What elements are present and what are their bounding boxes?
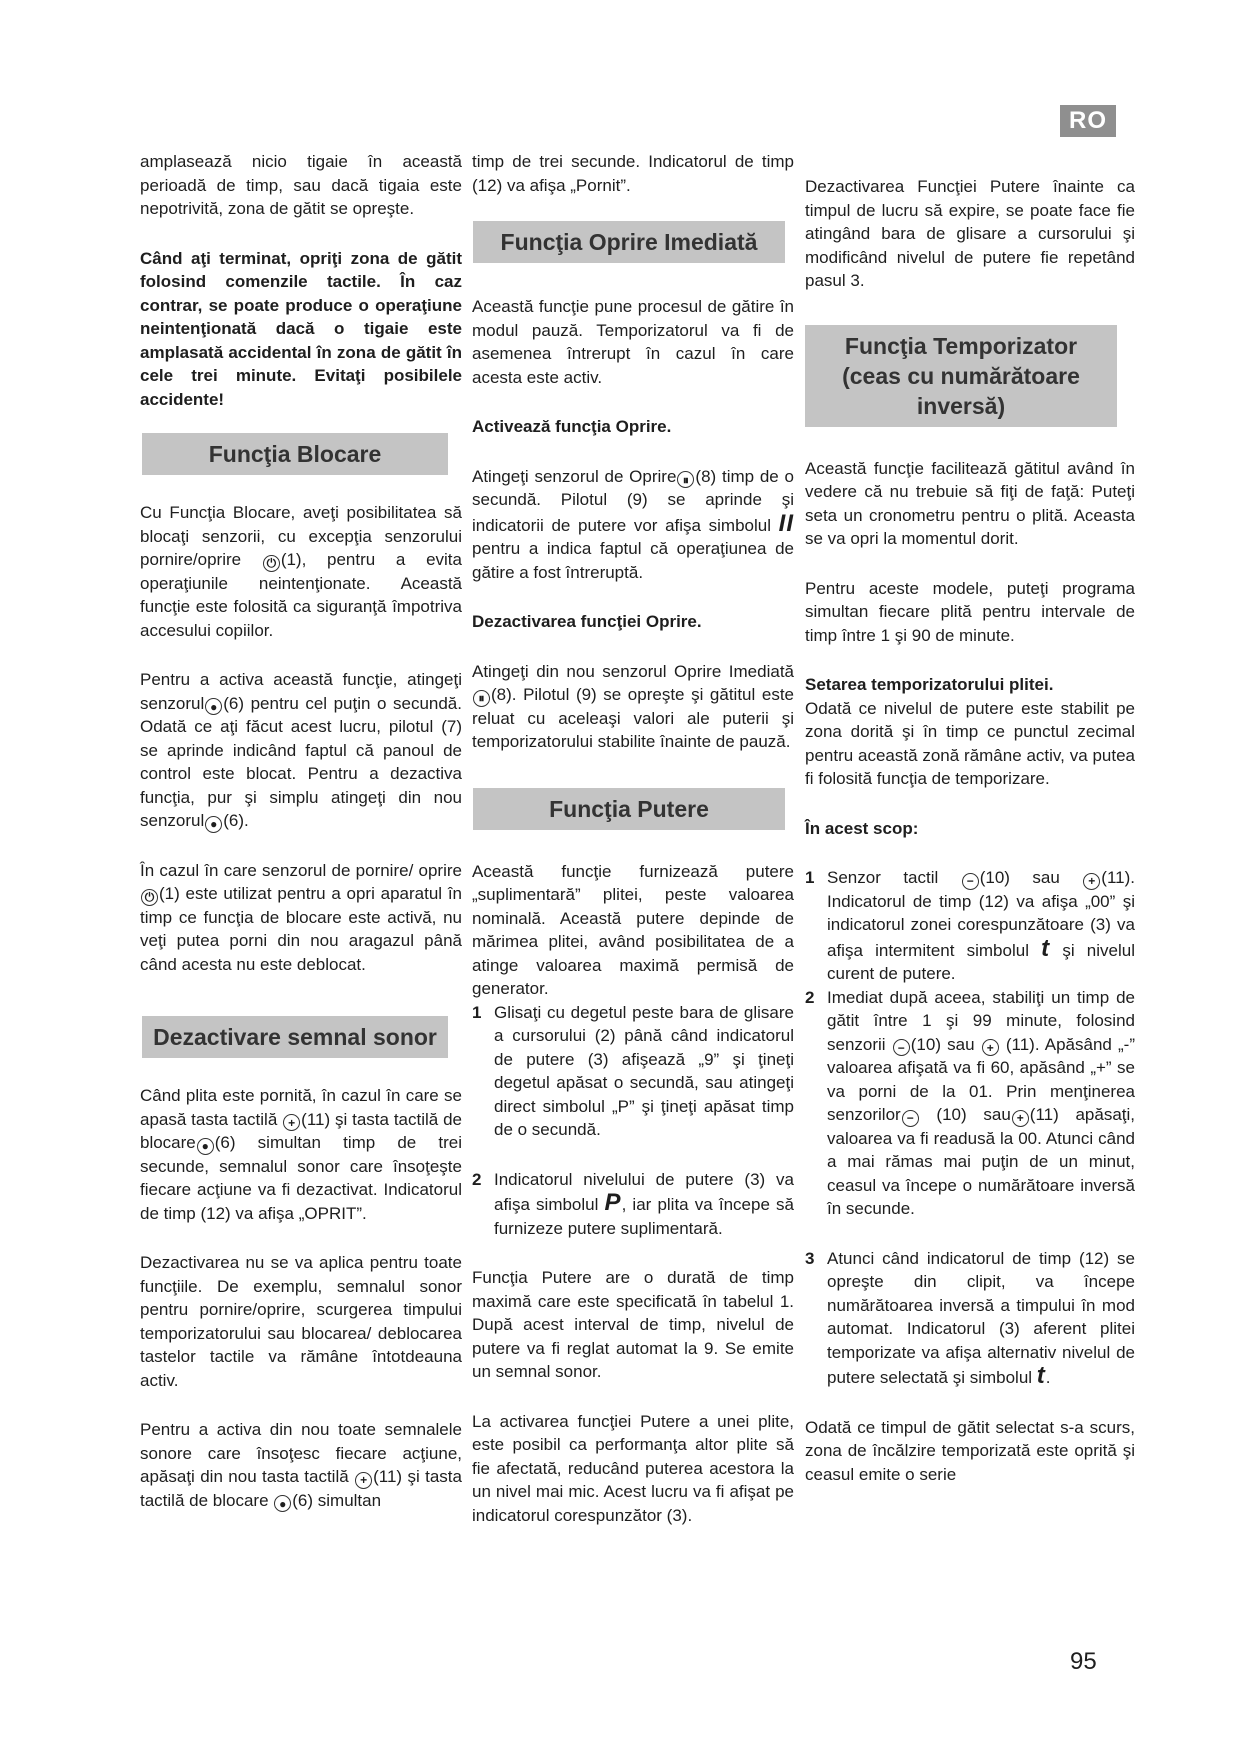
paragraph: timp de trei secunde. Indicatorul de timp (12) va afişa „Pornit”. <box>472 152 794 195</box>
lock-icon: ● <box>197 1138 214 1155</box>
plus-icon: + <box>1012 1110 1029 1127</box>
heading-timer-function: Funcţia Temporizator (ceas cu numărătoare inversă) <box>805 325 1117 427</box>
pause-icon: ⏸ <box>677 471 694 488</box>
paragraph: Atingeţi din nou senzorul Oprire Imediată ⏸ (8). Pilotul (9) se opreşte şi gătitul este reluat cu aceleaşi valori ale puterii şi temporizatorului stabilite înainte de pauză. <box>472 661 794 751</box>
paragraph: Odată ce timpul de gătit selectat s-a scurs, zona de încălzire temporizată este oprită şi ceasul emite o serie <box>805 1417 1135 1484</box>
minus-icon: − <box>902 1110 919 1127</box>
list-item: 1 Senzor tactil − (10) sau + (11). Indicatorul de timp (12) va afişa „00” şi indicatorul zonei corespunzătoare (3) va afişa intermitent simbolul t şi nivelul curent de putere. <box>805 868 1136 983</box>
lock-icon: ● <box>274 1495 291 1512</box>
plus-icon: + <box>283 1114 300 1131</box>
minus-icon: − <box>893 1039 910 1056</box>
paragraph: Pentru aceste modele, puteţi programa simultan fiecare plită pentru intervale de timp între 1 şi 90 de minute. <box>805 578 1135 645</box>
minus-icon: − <box>962 873 979 890</box>
paragraph: Atingeţi senzorul de Oprire ⏸ (8) timp de o secundă. Pilotul (9) se aprinde şi indicatorii de putere vor afişa simbolul II pentru a indica faptul că operaţiunea de gătire a fost întreruptă. <box>472 466 794 582</box>
t-display-symbol: t <box>1036 1362 1046 1389</box>
paragraph: Dezactivarea nu se va aplica pentru toate funcţiile. De exemplu, semnalul sonor pentru pornire/oprire, scurgerea timpului temporizatorului sau blocarea/ deblocarea tastelor tactile va rămâne întotdeauna activ. <box>140 1253 462 1390</box>
paragraph: Această funcţie pune procesul de gătire în modul pauză. Temporizatorul va fi de asemenea întrerupt în cazul în care acesta este activ. <box>472 297 794 387</box>
subheading: Activează funcţia Oprire. <box>472 417 672 436</box>
paragraph: Pentru a activa din nou toate semnalele sonore care însoţesc fiecare acţiune, apăsaţi din nou tasta tactilă + (11) şi tasta tactilă de blocare ● (6) simultan <box>140 1420 462 1511</box>
lock-icon: ● <box>205 698 222 715</box>
paragraph: Această funcţie facilitează gătitul având în vedere că nu trebuie să fiţi de faţă: Puteţi seta un cronometru pentru o plită. Aceasta se va opri la momentul dorit. <box>805 458 1135 548</box>
pause-display-symbol: II <box>778 509 794 537</box>
list-item: 2 Indicatorul nivelului de putere (3) va afişa simbolul P, iar plita va începe să furnizeze putere suplimentară. <box>472 1169 794 1238</box>
heading-immediate-stop: Funcţia Oprire Imediată <box>473 221 785 263</box>
subheading: Setarea temporizatorului plitei. <box>805 675 1054 694</box>
subheading: Dezactivarea funcţiei Oprire. <box>472 612 702 631</box>
paragraph: amplasează nicio tigaie în această perioadă de timp, sau dacă tigaia este nepotrivită, zona de gătit se opreşte. <box>140 152 462 218</box>
list-item: 3 Atunci când indicatorul de timp (12) se opreşte din clipit, va începe numărătoarea inversă a timpului în mod automat. Indicatorul (3) aferent plitei temporizate va afişa alternativ nivelul de putere selectată şi simbolul t. <box>805 1248 1135 1389</box>
paragraph: În cazul în care senzorul de pornire/ oprire ⏻ (1) este utilizat pentru a opri aparatul în timp ce funcţia de blocare este activă, nu veţi putea porni din nou aragazul până când acesta nu este deblocat. <box>140 860 462 974</box>
column-2 <box>472 150 794 1527</box>
subheading: În acest scop: <box>805 818 919 838</box>
pause-icon: ⏸ <box>473 690 490 707</box>
column-1 <box>140 150 462 1512</box>
language-badge: RO <box>1060 105 1116 137</box>
power-icon: ⏻ <box>263 555 280 572</box>
p-display-symbol: P <box>604 1189 622 1216</box>
paragraph: Cu Funcţia Blocare, aveţi posibilitatea să blocaţi senzorii, cu excepţia senzorului pornire/oprire ⏻ (1), pentru a evita operaţiunile neintenţionate. Această funcţie este folosită ca siguranţă împotriva accesului copiilor. <box>140 503 462 640</box>
paragraph: La activarea funcţiei Putere a unei plite, este posibil ca performanţa altor plite să fie afectată, reducând puterea acestora la un nivel mai mic. Acest lucru va fi afişat pe indicatorul corespunzător (3). <box>472 1411 794 1525</box>
paragraph: Această funcţie furnizează putere „suplimentară” plitei, peste valoarea nominală. Această putere depinde de mărimea plitei, având posibilitatea de a atinge valoarea maximă permisă de generator. <box>472 861 794 998</box>
plus-icon: + <box>1083 873 1100 890</box>
column-3 <box>805 175 1135 1486</box>
list-item: 2 Imediat după aceea, stabiliţi un timp de gătit între 1 şi 99 minute, folosind senzorii − (10) sau + (11). Apăsând „-” valoarea afişată va fi 60, apăsând „+” se va porni de la 01. Prin menţinerea senzorilor − (10) sau + (11) apăsaţi, valoarea va fi readusă la 00. Atunci când a mai rămas mai puţin de un minut, ceasul va începe o numărătoare inversă în secunde. <box>805 987 1135 1218</box>
plus-icon: + <box>982 1039 999 1056</box>
warning-text: Când aţi terminat, opriţi zona de gătit folosind comenzile tactile. În caz contrar, se poate produce o operaţiune neintenţionată dacă o tigaie este amplasată accidental în zona de gătit în cele trei minute. Evitaţi posibilele accidente! <box>140 248 462 409</box>
paragraph: Dezactivarea Funcţiei Putere înainte ca timpul de lucru să expire, se poate face fie atingând bara de glisare a cursorului şi modificând nivelul de putere fie repetând pasul 3. <box>805 177 1135 290</box>
plus-icon: + <box>355 1472 372 1489</box>
heading-lock-function: Funcţia Blocare <box>142 433 448 475</box>
list-item: 1 Glisaţi cu degetul peste bara de glisare a cursorului (2) până când indicatorul de putere (3) afişează „9” şi ţineţi degetul apăsat o secundă, sau atingeţi direct simbolul „P” şi ţineţi apăsat timp de o secundă. <box>472 1002 794 1139</box>
page-number: 95 <box>1070 1648 1097 1675</box>
paragraph: Pentru a activa această funcţie, atingeţi senzorul ● (6) pentru cel puţin o secundă. Odată ce aţi făcut acest lucru, pilotul (7) se aprinde indicând faptul că panoul de control este blocat. Pentru a dezactiva funcţia, pur şi simplu atingeţi din nou senzorul ● (6). <box>140 670 462 831</box>
paragraph: Când plita este pornită, în cazul în care se apasă tasta tactilă + (11) şi tasta tactilă de blocare ● (6) simultan timp de trei secunde, semnalul sonor care însoţeşte fiecare acţiune va fi dezactivat. Indicatorul de timp (12) va afişa „OPRIT”. <box>140 1086 462 1223</box>
power-icon: ⏻ <box>141 889 158 906</box>
heading-power-function: Funcţia Putere <box>473 788 785 830</box>
lock-icon: ● <box>205 816 222 833</box>
heading-sound-off: Dezactivare semnal sonor <box>142 1016 448 1058</box>
t-display-symbol: t <box>1041 934 1051 962</box>
paragraph: Odată ce nivelul de putere este stabilit pe zona dorită şi în timp ce punctul zecimal pentru această zonă rămâne activ, va putea fi folosită funcţia de temporizare. <box>805 698 1135 788</box>
paragraph: Funcţia Putere are o durată de timp maximă care este specificată în tabelul 1. După acest interval de timp, nivelul de putere va fi reglat automat la 9. Se emite un semnal sonor. <box>472 1268 794 1381</box>
